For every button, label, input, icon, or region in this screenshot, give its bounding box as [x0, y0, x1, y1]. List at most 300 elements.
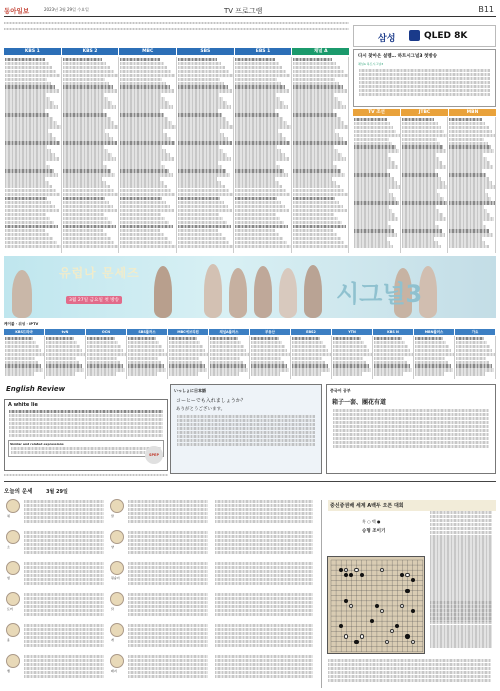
- japanese-lesson: [170, 384, 322, 474]
- spep-logo: SPEP: [145, 446, 163, 464]
- listing-line: [87, 337, 115, 340]
- cable-channel: KBS N: [373, 329, 414, 335]
- listing-line: [5, 129, 48, 132]
- listing-line: [5, 58, 45, 61]
- listing-line: [46, 361, 79, 364]
- fortune-text: [214, 623, 314, 648]
- channel-tvchosun: TV 조선: [353, 109, 401, 116]
- fortune-text: [23, 623, 105, 648]
- listing-line: [178, 137, 229, 140]
- listing-line: [5, 201, 51, 204]
- listing-line: [235, 105, 288, 108]
- listing-line: [63, 237, 111, 240]
- listing-line: [449, 161, 490, 164]
- listing-line: [120, 85, 170, 88]
- frequency-line-graphic-2: [4, 28, 349, 30]
- zodiac-icon: [110, 623, 124, 637]
- zodiac-icon: [6, 654, 20, 668]
- channel-ebs1: EBS 1: [235, 48, 293, 55]
- listing-line: [251, 372, 280, 375]
- listing-line: [293, 165, 338, 168]
- listing-line: [178, 133, 225, 136]
- listing-line: [449, 193, 488, 196]
- ad-tagline: 3월 27일 금요일 첫 방송: [66, 296, 122, 304]
- listing-line: [120, 137, 171, 140]
- listing-line: [63, 85, 113, 88]
- listing-line: [449, 138, 484, 141]
- listing-line: [333, 357, 363, 360]
- listing-line: [449, 142, 487, 145]
- listing-line: [293, 161, 334, 164]
- listing-line: [178, 66, 225, 69]
- listing-line: [178, 62, 222, 65]
- listing-line: [63, 189, 114, 192]
- listing-line: [235, 125, 291, 128]
- zodiac-label: 말: [111, 514, 114, 518]
- listing-line: [63, 125, 119, 128]
- listing-line: [178, 145, 220, 148]
- listing-line: [63, 62, 107, 65]
- listing-line: [374, 337, 402, 340]
- ad-person: [154, 266, 172, 318]
- listing-line: [128, 349, 164, 352]
- zodiac-label: 원숭이: [111, 576, 120, 580]
- listing-line: [374, 361, 407, 364]
- listing-line: [354, 134, 400, 137]
- zodiac-label: 범: [7, 576, 10, 580]
- listing-line: [5, 145, 47, 148]
- listing-line: [120, 209, 174, 212]
- listing-line: [63, 213, 104, 216]
- listing-line: [120, 109, 160, 112]
- listing-line: [46, 357, 76, 360]
- listing-line: [235, 129, 278, 132]
- listing-line: [210, 345, 244, 348]
- listing-line: [5, 189, 56, 192]
- section-divider: [4, 481, 496, 482]
- listing-line: [293, 213, 334, 216]
- listing-line: [449, 185, 495, 188]
- listing-line: [235, 89, 289, 92]
- fortune-text: [23, 530, 105, 555]
- listing-line: [292, 361, 325, 364]
- page-number: B11: [478, 5, 494, 14]
- listing-line: [402, 217, 446, 220]
- listing-line: [178, 85, 228, 88]
- listing-line: [402, 221, 436, 224]
- listing-line: [120, 233, 164, 236]
- listing-line: [402, 118, 435, 121]
- listing-line: [120, 121, 172, 124]
- listing-line: [292, 341, 323, 344]
- channel-header-row: [4, 48, 349, 55]
- listing-line: [120, 125, 176, 128]
- listing-line: [63, 225, 116, 228]
- listing-line: [402, 193, 441, 196]
- listing-line: [178, 173, 231, 176]
- listing-line: [449, 217, 493, 220]
- listing-line: [402, 245, 441, 248]
- listing-line: [5, 361, 38, 364]
- listing-line: [63, 201, 109, 204]
- listing-line: [402, 201, 447, 204]
- listing-line: [235, 145, 277, 148]
- listing-line: [169, 345, 203, 348]
- listing-line: [293, 169, 342, 172]
- listing-line: [251, 353, 290, 356]
- listing-column: [292, 57, 350, 253]
- ad-person: [12, 270, 32, 318]
- fortune-text: [127, 561, 209, 586]
- listing-line: [235, 74, 290, 77]
- zodiac-icon: [110, 592, 124, 606]
- listing-line: [5, 157, 59, 160]
- listing-line: [293, 70, 344, 73]
- channel-kbs2: KBS 2: [62, 48, 120, 55]
- listing-line: [293, 121, 345, 124]
- listing-line: [293, 181, 337, 184]
- listing-line: [5, 97, 50, 100]
- zodiac-icon: [110, 654, 124, 668]
- japanese-line-1: コーヒーでも入れましょうか？: [176, 398, 246, 404]
- listing-line: [178, 58, 218, 61]
- listing-line: [235, 185, 282, 188]
- fortune-text: [214, 499, 314, 524]
- listing-line: [120, 193, 175, 196]
- listing-line: [169, 364, 205, 367]
- zodiac-label: 뱀: [7, 669, 10, 673]
- listing-line: [5, 125, 61, 128]
- listing-line: [235, 165, 280, 168]
- listing-line: [87, 357, 117, 360]
- listing-line: [293, 201, 339, 204]
- listing-line: [402, 173, 438, 176]
- listing-line: [46, 341, 77, 344]
- samsung-brand: 삼성: [378, 34, 396, 44]
- listing-column: [4, 336, 45, 379]
- baduk-stone: [405, 589, 409, 593]
- samsung-product: QLED 8K: [424, 31, 468, 41]
- listing-line: [120, 133, 167, 136]
- listing-column: [455, 336, 496, 379]
- listing-column: [332, 336, 373, 379]
- listing-line: [120, 70, 171, 73]
- listing-line: [178, 129, 221, 132]
- listing-line: [63, 113, 107, 116]
- listing-line: [5, 357, 35, 360]
- listing-line: [120, 213, 161, 216]
- listing-line: [293, 237, 341, 240]
- listing-line: [63, 241, 115, 244]
- listing-line: [5, 193, 60, 196]
- listing-line: [415, 341, 446, 344]
- listing-line: [402, 169, 435, 172]
- listing-line: [449, 134, 495, 137]
- cable-channel: MBC에브리원: [168, 329, 209, 335]
- listing-line: [87, 341, 118, 344]
- listing-line: [456, 368, 494, 371]
- listing-line: [5, 233, 49, 236]
- listing-line: [63, 78, 105, 81]
- listing-line: [5, 109, 45, 112]
- listing-line: [210, 361, 243, 364]
- zodiac-icon: [6, 530, 20, 544]
- listing-line: [374, 353, 413, 356]
- listing-line: [354, 241, 390, 244]
- listing-line: [5, 133, 52, 136]
- listing-line: [456, 341, 487, 344]
- listing-column: [127, 336, 168, 379]
- listing-line: [402, 177, 442, 180]
- listing-line: [402, 149, 447, 152]
- samsung-ad: [353, 25, 496, 47]
- listing-line: [374, 372, 403, 375]
- commentary-text: [429, 600, 493, 648]
- listing-line: [251, 349, 287, 352]
- listing-line: [120, 197, 162, 200]
- listing-line: [293, 225, 346, 228]
- listing-line: [354, 153, 388, 156]
- listing-line: [415, 353, 454, 356]
- listing-column: [373, 336, 414, 379]
- listing-line: [449, 229, 489, 232]
- listing-line: [120, 185, 167, 188]
- listing-line: [120, 141, 175, 144]
- listing-line: [415, 368, 453, 371]
- zodiac-label: 소: [7, 545, 10, 549]
- listing-line: [87, 372, 116, 375]
- listing-line: [415, 357, 445, 360]
- listing-line: [5, 153, 55, 156]
- listing-line: [293, 173, 346, 176]
- listing-line: [293, 217, 338, 220]
- listing-line: [235, 97, 280, 100]
- listing-line: [128, 361, 161, 364]
- listing-line: [178, 105, 231, 108]
- cable-channel: tvN: [45, 329, 86, 335]
- zodiac-label: 토끼: [7, 607, 13, 611]
- listing-line: [402, 165, 446, 168]
- listing-line: [456, 361, 489, 364]
- listing-line: [63, 101, 112, 104]
- listing-line: [293, 113, 337, 116]
- listing-line: [120, 74, 175, 77]
- drama-subtitle: 채널A 하트시그널3: [358, 62, 384, 66]
- listing-line: [63, 89, 117, 92]
- listing-line: [374, 345, 408, 348]
- fortune-text: [214, 530, 314, 555]
- listing-column: [168, 336, 209, 379]
- listing-line: [402, 241, 438, 244]
- lesson-title: A white lie: [8, 402, 38, 408]
- listing-line: [5, 74, 60, 77]
- listing-line: [354, 157, 391, 160]
- listing-line: [178, 157, 232, 160]
- listing-line: [415, 361, 448, 364]
- fortune-text: [23, 561, 105, 586]
- fortune-text: [214, 561, 314, 586]
- cable-channel: SBS플러스: [127, 329, 168, 335]
- fortune-section: [4, 497, 316, 687]
- listing-line: [293, 149, 339, 152]
- listing-column: [45, 336, 86, 379]
- listing-line: [415, 364, 451, 367]
- listing-line: [5, 372, 34, 375]
- listing-line: [120, 157, 174, 160]
- listing-line: [402, 233, 445, 236]
- listing-line: [87, 368, 125, 371]
- listing-line: [120, 153, 170, 156]
- listing-line: [333, 341, 364, 344]
- listing-line: [120, 82, 166, 85]
- listing-line: [402, 205, 437, 208]
- channel-mbn: MBN: [449, 109, 496, 116]
- listing-line: [456, 349, 492, 352]
- listing-line: [5, 349, 41, 352]
- listing-line: [5, 105, 58, 108]
- listing-line: [293, 105, 346, 108]
- listing-line: [5, 181, 49, 184]
- baduk-stone: [344, 634, 348, 638]
- listing-line: [178, 161, 219, 164]
- listing-line: [402, 189, 437, 192]
- listing-column: [234, 57, 292, 253]
- baduk-stone: [405, 573, 409, 577]
- listing-line: [354, 233, 397, 236]
- listing-line: [293, 109, 333, 112]
- listing-line: [63, 209, 117, 212]
- listing-line: [293, 157, 347, 160]
- listing-line: [402, 134, 448, 137]
- listing-line: [169, 353, 208, 356]
- japanese-heading: いっしょに日本語: [174, 388, 206, 393]
- listing-line: [333, 353, 372, 356]
- listing-line: [210, 353, 249, 356]
- listing-line: [354, 118, 387, 121]
- listing-line: [292, 364, 328, 367]
- listing-line: [178, 82, 224, 85]
- listing-line: [235, 225, 288, 228]
- channel-sbs: SBS: [177, 48, 235, 55]
- listing-line: [293, 233, 337, 236]
- listing-line: [5, 364, 41, 367]
- fortune-text: [127, 592, 209, 617]
- listing-line: [449, 169, 482, 172]
- listing-line: [120, 201, 166, 204]
- listing-line: [5, 217, 50, 220]
- listing-line: [449, 118, 482, 121]
- listing-line: [178, 185, 225, 188]
- channel-mbc: MBC: [119, 48, 177, 55]
- listing-line: [449, 233, 492, 236]
- listing-line: [354, 149, 399, 152]
- channel-a: 채널 A: [292, 48, 349, 55]
- listing-line: [235, 169, 284, 172]
- baduk-stone: [405, 634, 409, 638]
- listing-line: [293, 229, 333, 232]
- listing-line: [120, 101, 169, 104]
- zodiac-label: 개: [111, 638, 114, 642]
- listing-line: [374, 364, 410, 367]
- listing-line: [178, 177, 218, 180]
- listing-line: [178, 225, 231, 228]
- listing-line: [354, 138, 389, 141]
- commentary-text: [327, 658, 492, 683]
- ad-person: [229, 268, 247, 318]
- fortune-text: [127, 654, 209, 679]
- listing-line: [46, 345, 80, 348]
- listing-line: [5, 62, 49, 65]
- listing-line: [63, 82, 109, 85]
- listing-line: [120, 149, 166, 152]
- listing-line: [120, 229, 160, 232]
- listing-column: [119, 57, 177, 253]
- listing-line: [120, 221, 169, 224]
- listing-line: [235, 121, 287, 124]
- ad-headline: 유럽나 문세즈: [59, 266, 140, 280]
- listing-line: [120, 173, 173, 176]
- listing-line: [169, 349, 205, 352]
- listing-line: [456, 337, 484, 340]
- listing-line: [63, 153, 113, 156]
- page-header: [4, 4, 496, 17]
- listing-line: [5, 149, 51, 152]
- listing-line: [333, 337, 361, 340]
- listing-line: [46, 337, 74, 340]
- listing-line: [87, 364, 123, 367]
- listing-line: [402, 157, 439, 160]
- fortune-text: [214, 592, 314, 617]
- listing-line: [354, 177, 394, 180]
- zodiac-icon: [6, 499, 20, 513]
- listing-line: [292, 368, 330, 371]
- listing-line: [5, 85, 55, 88]
- listing-line: [456, 345, 490, 348]
- listing-line: [178, 245, 234, 248]
- listing-line: [128, 372, 157, 375]
- listing-line: [293, 93, 334, 96]
- listing-line: [449, 197, 491, 200]
- baduk-board: [327, 556, 425, 654]
- listing-line: [449, 245, 488, 248]
- listing-line: [402, 161, 443, 164]
- listing-line: [402, 153, 436, 156]
- listing-line: [235, 157, 289, 160]
- listing-line: [293, 66, 340, 69]
- listing-line: [354, 126, 393, 129]
- listing-line: [402, 122, 438, 125]
- listing-line: [402, 213, 443, 216]
- listing-line: [449, 145, 491, 148]
- listing-line: [354, 169, 387, 172]
- listing-line: [63, 217, 108, 220]
- listing-line: [293, 189, 344, 192]
- listing-column: [353, 117, 401, 253]
- listing-line: [235, 189, 286, 192]
- listing-line: [120, 165, 165, 168]
- listing-line: [235, 245, 291, 248]
- listing-line: [178, 149, 224, 152]
- cable-channel-row: [4, 329, 496, 335]
- listing-line: [293, 101, 342, 104]
- listing-line: [178, 89, 232, 92]
- ad-person: [304, 265, 322, 318]
- listing-line: [235, 62, 279, 65]
- listing-line: [235, 93, 276, 96]
- listing-line: [63, 149, 109, 152]
- listing-column: [62, 57, 120, 253]
- listing-line: [292, 345, 326, 348]
